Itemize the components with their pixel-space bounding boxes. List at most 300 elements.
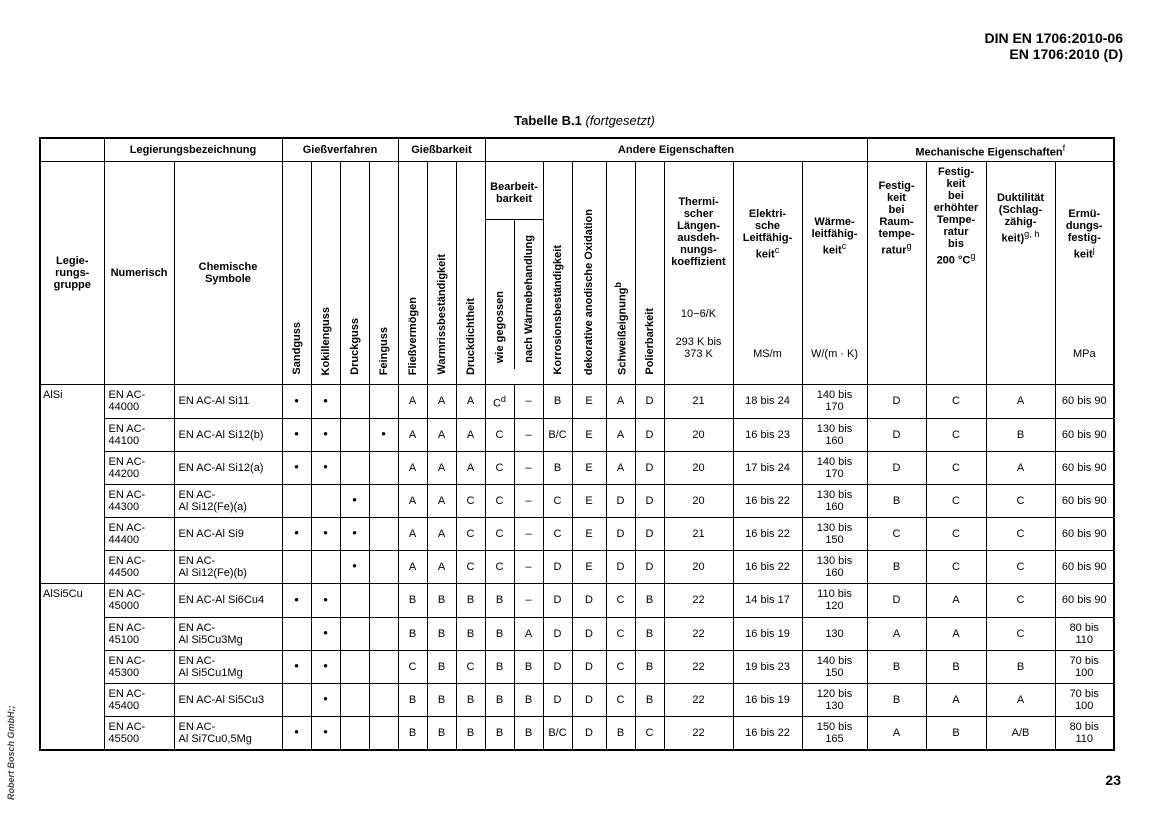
cell-numerisch xyxy=(104,385,174,419)
cell-elektrisch xyxy=(733,683,802,716)
cell-chemische-symbole-value: EN AC- Al Si12(Fe)(b) xyxy=(178,554,247,579)
cell-duktilitaet xyxy=(986,650,1055,683)
schweiss-label: Schweißeignung xyxy=(616,287,629,375)
cell-ermuedung xyxy=(1055,617,1114,650)
cell-elektrisch-value: 14 bis 17 xyxy=(745,594,790,607)
cell-feinguss xyxy=(369,517,398,550)
cell-festigkeit-hoch xyxy=(926,617,986,650)
ermuedung-footnote: j xyxy=(1092,245,1095,255)
cell-kokillenguss-value: • xyxy=(323,625,328,640)
cell-thermisch-value: 22 xyxy=(692,594,705,607)
cell-elektrisch-value: 16 bis 19 xyxy=(745,693,790,706)
cell-druckdichtheit-value: A xyxy=(466,428,475,441)
cell-korrosion-value: D xyxy=(553,594,562,607)
cell-numerisch-value: EN AC- 44300 xyxy=(108,488,146,513)
cell-nach-waerme xyxy=(514,484,543,517)
cell-schweiss xyxy=(606,650,635,683)
cell-wie-gegossen xyxy=(485,385,514,419)
cell-korrosion-value: B/C xyxy=(548,428,567,441)
feinguss-label: Feinguss xyxy=(377,326,390,375)
cell-schweiss xyxy=(606,484,635,517)
cell-druckdichtheit xyxy=(456,451,485,484)
cell-legierungsgruppe xyxy=(40,650,104,683)
cell-druckdichtheit xyxy=(456,584,485,618)
col-elektrische-leitfaehigkeit xyxy=(733,162,802,385)
cell-druckdichtheit xyxy=(456,716,485,750)
cell-sandguss-value: • xyxy=(294,658,299,673)
cell-nach-waerme xyxy=(514,418,543,451)
cell-fliessvermoegen xyxy=(398,484,427,517)
cell-druckdichtheit xyxy=(456,418,485,451)
cell-korrosion xyxy=(543,716,572,750)
cell-elektrisch xyxy=(733,716,802,750)
cell-korrosion-value: D xyxy=(553,693,562,706)
cell-schweiss xyxy=(606,418,635,451)
col-druckguss xyxy=(340,162,369,385)
cell-duktilitaet-value: C xyxy=(1016,494,1025,507)
cell-chemische-symbole xyxy=(174,716,282,750)
cell-festigkeit-hoch xyxy=(926,584,986,618)
cell-waerme-value: 140 bis 150 xyxy=(816,654,853,679)
cell-kokillenguss xyxy=(311,418,340,451)
cell-fliessvermoegen-value: C xyxy=(408,660,417,673)
cell-druckguss xyxy=(340,484,369,517)
cell-nach-waerme-value: – xyxy=(525,560,532,573)
table-row xyxy=(40,650,1114,683)
col-festigkeit-raumtemperatur xyxy=(867,162,926,385)
cell-sandguss-value: • xyxy=(294,426,299,441)
col-polierbarkeit xyxy=(635,162,664,385)
cell-nach-waerme-value: – xyxy=(525,428,532,441)
cell-druckdichtheit xyxy=(456,385,485,419)
cell-druckguss xyxy=(340,451,369,484)
cell-fliessvermoegen xyxy=(398,584,427,618)
cell-duktilitaet xyxy=(986,517,1055,550)
cell-elektrisch xyxy=(733,550,802,584)
cell-duktilitaet-value: A xyxy=(1016,395,1025,408)
cell-thermisch-value: 22 xyxy=(692,660,705,673)
cell-waerme-value: 150 bis 165 xyxy=(816,720,853,745)
cell-ermuedung xyxy=(1055,584,1114,618)
cell-druckdichtheit xyxy=(456,550,485,584)
cell-waerme xyxy=(802,550,867,584)
cell-polier xyxy=(635,451,664,484)
cell-kokillenguss xyxy=(311,385,340,419)
cell-legierungsgruppe xyxy=(40,418,104,451)
cell-numerisch-value: EN AC- 44000 xyxy=(108,389,146,414)
cell-chemische-symbole-value: EN AC-Al Si5Cu3 xyxy=(178,693,265,706)
cell-festigkeit-hoch-value: C xyxy=(952,494,960,507)
cell-nach-waerme xyxy=(514,716,543,750)
korrosion-label: Korrosionsbeständigkeit xyxy=(551,245,564,375)
col-schweisseignung xyxy=(606,162,635,385)
cell-druckguss xyxy=(340,683,369,716)
alloy-properties-table xyxy=(39,137,1115,751)
cell-ermuedung-value: 60 bis 90 xyxy=(1061,395,1107,408)
cell-numerisch xyxy=(104,716,174,750)
cell-dekorativ-value: D xyxy=(585,693,593,706)
cell-wie-gegossen xyxy=(485,716,514,750)
cell-sandguss-value: • xyxy=(294,591,299,607)
cell-ermuedung xyxy=(1055,650,1114,683)
cell-chemische-symbole xyxy=(174,683,282,716)
cell-festigkeit-raum xyxy=(867,385,926,419)
cell-dekorativ xyxy=(572,418,606,451)
caption-continued: (fortgesetzt) xyxy=(585,113,655,128)
cell-feinguss xyxy=(369,451,398,484)
cell-wie-gegossen-value: B xyxy=(495,627,504,640)
cell-thermisch xyxy=(664,484,733,517)
waerme-label: Wärme- leitfähig- keit xyxy=(811,216,858,257)
table-row xyxy=(40,451,1114,484)
cell-festigkeit-hoch xyxy=(926,451,986,484)
cell-festigkeit-raum xyxy=(867,617,926,650)
cell-fliessvermoegen-value: A xyxy=(408,461,417,474)
cell-druckguss xyxy=(340,385,369,419)
cell-korrosion xyxy=(543,683,572,716)
cell-polier xyxy=(635,584,664,618)
cell-korrosion xyxy=(543,650,572,683)
cell-waerme xyxy=(802,617,867,650)
cell-dekorativ xyxy=(572,451,606,484)
cell-festigkeit-raum xyxy=(867,517,926,550)
cell-fliessvermoegen-value: A xyxy=(408,527,417,540)
elektrisch-footnote: c xyxy=(774,245,780,255)
cell-nach-waerme xyxy=(514,617,543,650)
cell-duktilitaet-value: B xyxy=(1016,660,1025,673)
cell-legierungsgruppe xyxy=(40,716,104,750)
cell-warmriss xyxy=(427,517,456,550)
cell-sandguss-value: • xyxy=(294,724,299,740)
cell-nach-waerme-value: A xyxy=(524,627,533,640)
cell-korrosion-value: B xyxy=(553,395,562,408)
cell-polier-value: D xyxy=(645,560,654,573)
cell-waerme-value: 140 bis 170 xyxy=(816,389,853,414)
wie-gegossen-footnote: d xyxy=(500,393,507,404)
cell-elektrisch-value: 16 bis 22 xyxy=(745,494,790,507)
cell-korrosion-value: D xyxy=(553,560,562,573)
kokillenguss-label: Kokillenguss xyxy=(319,306,332,375)
col-sandguss xyxy=(282,162,311,385)
cell-warmriss-value: B xyxy=(437,627,446,640)
cell-thermisch xyxy=(664,617,733,650)
cell-festigkeit-raum xyxy=(867,584,926,618)
cell-wie-gegossen-value: C xyxy=(495,560,504,573)
ermuedung-unit: MPa xyxy=(1072,348,1096,360)
cell-nach-waerme-value: B xyxy=(524,693,533,706)
cell-nach-waerme-value: – xyxy=(525,461,532,474)
cell-feinguss xyxy=(369,650,398,683)
festigkeit-hoch-footnote: g xyxy=(970,251,976,261)
cell-nach-waerme-value: – xyxy=(525,594,532,607)
cell-duktilitaet xyxy=(986,683,1055,716)
col-wie-gegossen xyxy=(486,220,515,369)
cell-elektrisch xyxy=(733,385,802,419)
cell-wie-gegossen-value: B xyxy=(495,594,504,607)
cell-feinguss xyxy=(369,683,398,716)
cell-druckguss-value: • xyxy=(352,558,357,574)
cell-chemische-symbole-value: EN AC-Al Si11 xyxy=(178,395,250,408)
cell-dekorativ xyxy=(572,550,606,584)
cell-elektrisch xyxy=(733,451,802,484)
cell-numerisch-value: EN AC- 44400 xyxy=(108,521,146,546)
cell-korrosion-value: C xyxy=(553,527,562,540)
cell-korrosion xyxy=(543,418,572,451)
cell-dekorativ-value: D xyxy=(585,660,593,673)
cell-warmriss-value: B xyxy=(437,726,446,739)
duktilitaet-label: Duktilität (Schlag- zähig- keit) xyxy=(996,192,1045,245)
col-fliessvermoegen xyxy=(398,162,427,385)
cell-numerisch-value: EN AC- 44200 xyxy=(108,455,146,480)
cell-feinguss-value: • xyxy=(381,426,386,441)
group-legierungsbezeichnung: Legierungsbezeichnung xyxy=(104,138,282,162)
cell-numerisch-value: EN AC- 45100 xyxy=(108,621,146,646)
cell-dekorativ xyxy=(572,650,606,683)
cell-druckdichtheit-value: A xyxy=(466,461,475,474)
cell-waerme xyxy=(802,385,867,419)
table-row xyxy=(40,418,1114,451)
cell-ermuedung-value: 70 bis 100 xyxy=(1069,654,1099,679)
cell-elektrisch-value: 19 bis 23 xyxy=(745,660,790,673)
col-duktilitaet xyxy=(986,162,1055,385)
cell-thermisch-value: 22 xyxy=(692,693,705,706)
cell-schweiss xyxy=(606,451,635,484)
cell-numerisch xyxy=(104,650,174,683)
cell-warmriss-value: B xyxy=(437,660,446,673)
cell-druckdichtheit-value: C xyxy=(466,527,475,540)
cell-wie-gegossen-value: C xyxy=(495,494,504,507)
cell-kokillenguss-value: • xyxy=(323,724,328,740)
cell-druckguss xyxy=(340,550,369,584)
cell-schweiss-value: C xyxy=(616,660,625,673)
cell-numerisch xyxy=(104,617,174,650)
cell-sandguss xyxy=(282,716,311,750)
cell-waerme xyxy=(802,683,867,716)
cell-elektrisch-value: 18 bis 24 xyxy=(745,395,790,408)
cell-numerisch xyxy=(104,550,174,584)
cell-polier-value: D xyxy=(645,494,654,507)
cell-elektrisch xyxy=(733,617,802,650)
cell-legierungsgruppe xyxy=(40,451,104,484)
thermisch-range: 293 K bis 373 K xyxy=(675,336,722,360)
cell-legierungsgruppe xyxy=(40,484,104,517)
cell-polier xyxy=(635,716,664,750)
cell-festigkeit-raum-value: D xyxy=(892,428,901,441)
cell-kokillenguss xyxy=(311,650,340,683)
cell-ermuedung-value: 70 bis 100 xyxy=(1069,687,1099,712)
cell-ermuedung xyxy=(1055,683,1114,716)
cell-festigkeit-raum-value: D xyxy=(892,395,901,408)
cell-chemische-symbole-value: EN AC- Al Si7Cu0,5Mg xyxy=(178,720,252,745)
cell-numerisch-value: EN AC- 45300 xyxy=(108,654,146,679)
cell-festigkeit-raum xyxy=(867,716,926,750)
cell-wie-gegossen xyxy=(485,517,514,550)
cell-polier xyxy=(635,550,664,584)
cell-elektrisch-value: 16 bis 22 xyxy=(745,560,790,573)
wie-gegossen-label: wie gegossen xyxy=(493,290,506,363)
cell-festigkeit-raum xyxy=(867,418,926,451)
cell-dekorativ-value: E xyxy=(585,395,593,408)
cell-korrosion xyxy=(543,484,572,517)
cell-ermuedung xyxy=(1055,716,1114,750)
elektrisch-unit: MS/m xyxy=(753,348,782,360)
cell-dekorativ-value: E xyxy=(585,494,593,507)
cell-druckdichtheit-value: C xyxy=(466,494,475,507)
col-warmrissbestaendigkeit xyxy=(427,162,456,385)
cell-numerisch xyxy=(104,484,174,517)
cell-duktilitaet xyxy=(986,385,1055,419)
cell-nach-waerme-value: – xyxy=(525,494,532,507)
cell-thermisch xyxy=(664,683,733,716)
cell-thermisch-value: 22 xyxy=(692,726,705,739)
cell-druckguss xyxy=(340,418,369,451)
col-feinguss xyxy=(369,162,398,385)
cell-nach-waerme xyxy=(514,650,543,683)
table-row xyxy=(40,716,1114,750)
cell-polier xyxy=(635,617,664,650)
cell-kokillenguss-value: • xyxy=(323,658,328,673)
cell-schweiss-value: A xyxy=(616,395,625,408)
cell-kokillenguss-value: • xyxy=(323,459,328,474)
cell-schweiss xyxy=(606,683,635,716)
cell-dekorativ xyxy=(572,716,606,750)
cell-sandguss-value: • xyxy=(294,459,299,474)
cell-korrosion xyxy=(543,517,572,550)
col-korrosionsbestaendigkeit xyxy=(543,162,572,385)
cell-duktilitaet-value: C xyxy=(1016,627,1025,640)
standard-number: DIN EN 1706:2010-06 xyxy=(984,30,1123,46)
cell-sandguss xyxy=(282,650,311,683)
cell-kokillenguss xyxy=(311,716,340,750)
cell-dekorativ xyxy=(572,484,606,517)
cell-festigkeit-raum-value: A xyxy=(892,627,901,640)
cell-thermisch xyxy=(664,517,733,550)
cell-polier-value: B xyxy=(645,660,654,673)
cell-korrosion-value: C xyxy=(553,494,562,507)
cell-polier-value: B xyxy=(645,693,654,706)
cell-duktilitaet xyxy=(986,484,1055,517)
cell-festigkeit-hoch-value: C xyxy=(952,395,960,408)
cell-chemische-symbole xyxy=(174,550,282,584)
cell-kokillenguss xyxy=(311,550,340,584)
cell-feinguss xyxy=(369,385,398,419)
cell-ermuedung xyxy=(1055,550,1114,584)
cell-druckguss xyxy=(340,650,369,683)
cell-ermuedung-value: 60 bis 90 xyxy=(1061,594,1107,607)
cell-ermuedung-value: 60 bis 90 xyxy=(1061,461,1107,474)
cell-numerisch-value: EN AC- 45400 xyxy=(108,687,146,712)
cell-numerisch-value: EN AC- 44500 xyxy=(108,554,146,579)
cell-fliessvermoegen xyxy=(398,517,427,550)
cell-wie-gegossen xyxy=(485,418,514,451)
cell-dekorativ xyxy=(572,584,606,618)
cell-dekorativ-value: E xyxy=(585,461,593,474)
cell-polier xyxy=(635,385,664,419)
cell-druckdichtheit xyxy=(456,683,485,716)
cell-warmriss xyxy=(427,683,456,716)
cell-festigkeit-raum-value: B xyxy=(892,560,901,573)
cell-nach-waerme-value: B xyxy=(524,660,533,673)
cell-ermuedung xyxy=(1055,418,1114,451)
cell-nach-waerme xyxy=(514,584,543,618)
cell-festigkeit-raum-value: D xyxy=(892,461,901,474)
cell-fliessvermoegen xyxy=(398,683,427,716)
cell-druckguss xyxy=(340,617,369,650)
cell-chemische-symbole xyxy=(174,584,282,618)
cell-legierungsgruppe xyxy=(40,617,104,650)
cell-fliessvermoegen-value: B xyxy=(408,594,417,607)
cell-sandguss xyxy=(282,683,311,716)
thermisch-label: Thermi- scher Längen- ausdeh- nungs- koeffizient xyxy=(671,196,726,268)
cell-numerisch-value: EN AC- 45000 xyxy=(108,588,146,613)
cell-thermisch-value: 21 xyxy=(692,395,705,408)
cell-kokillenguss xyxy=(311,517,340,550)
cell-chemische-symbole xyxy=(174,617,282,650)
cell-festigkeit-hoch-value: B xyxy=(952,726,960,739)
cell-polier-value: C xyxy=(645,726,654,739)
cell-waerme-value: 130 xyxy=(825,627,844,640)
cell-druckdichtheit-value: B xyxy=(466,726,475,739)
cell-fliessvermoegen xyxy=(398,716,427,750)
col-legierungsgruppe: Legie- rungs- gruppe xyxy=(40,162,104,385)
cell-waerme xyxy=(802,418,867,451)
cell-festigkeit-raum xyxy=(867,484,926,517)
cell-ermuedung xyxy=(1055,385,1114,419)
cell-ermuedung-value: 60 bis 90 xyxy=(1061,494,1107,507)
cell-nach-waerme xyxy=(514,385,543,419)
cell-chemische-symbole xyxy=(174,451,282,484)
cell-polier-value: D xyxy=(645,461,654,474)
cell-kokillenguss xyxy=(311,451,340,484)
cell-ermuedung xyxy=(1055,484,1114,517)
cell-duktilitaet xyxy=(986,418,1055,451)
cell-festigkeit-raum xyxy=(867,451,926,484)
cell-festigkeit-hoch xyxy=(926,716,986,750)
cell-sandguss xyxy=(282,484,311,517)
cell-schweiss xyxy=(606,716,635,750)
cell-fliessvermoegen xyxy=(398,650,427,683)
cell-thermisch xyxy=(664,650,733,683)
cell-festigkeit-raum xyxy=(867,683,926,716)
cell-korrosion xyxy=(543,584,572,618)
cell-waerme-value: 130 bis 150 xyxy=(816,521,853,546)
table-row xyxy=(40,517,1114,550)
cell-korrosion-value: D xyxy=(553,660,562,673)
cell-chemische-symbole-value: EN AC-Al Si12(b) xyxy=(178,428,264,441)
cell-warmriss-value: A xyxy=(437,461,446,474)
cell-chemische-symbole-value: EN AC- Al Si5Cu1Mg xyxy=(178,654,243,679)
cell-ermuedung-value: 80 bis 110 xyxy=(1069,621,1099,646)
cell-polier xyxy=(635,683,664,716)
cell-fliessvermoegen xyxy=(398,550,427,584)
cell-festigkeit-hoch xyxy=(926,683,986,716)
document-header xyxy=(984,30,1123,62)
cell-warmriss xyxy=(427,451,456,484)
cell-sandguss xyxy=(282,550,311,584)
cell-duktilitaet xyxy=(986,716,1055,750)
cell-nach-waerme-value: – xyxy=(525,395,532,408)
cell-nach-waerme-value: – xyxy=(525,527,532,540)
cell-schweiss-value: C xyxy=(616,627,625,640)
cell-druckdichtheit xyxy=(456,650,485,683)
cell-wie-gegossen xyxy=(485,617,514,650)
group-giessverfahren: Gießverfahren xyxy=(282,138,398,162)
col-nach-waermebehandlung xyxy=(515,220,543,369)
cell-druckguss-value: • xyxy=(352,525,357,540)
group-giessbarkeit: Gießbarkeit xyxy=(398,138,485,162)
cell-schweiss-value: D xyxy=(616,527,625,540)
header-blank xyxy=(40,138,104,162)
